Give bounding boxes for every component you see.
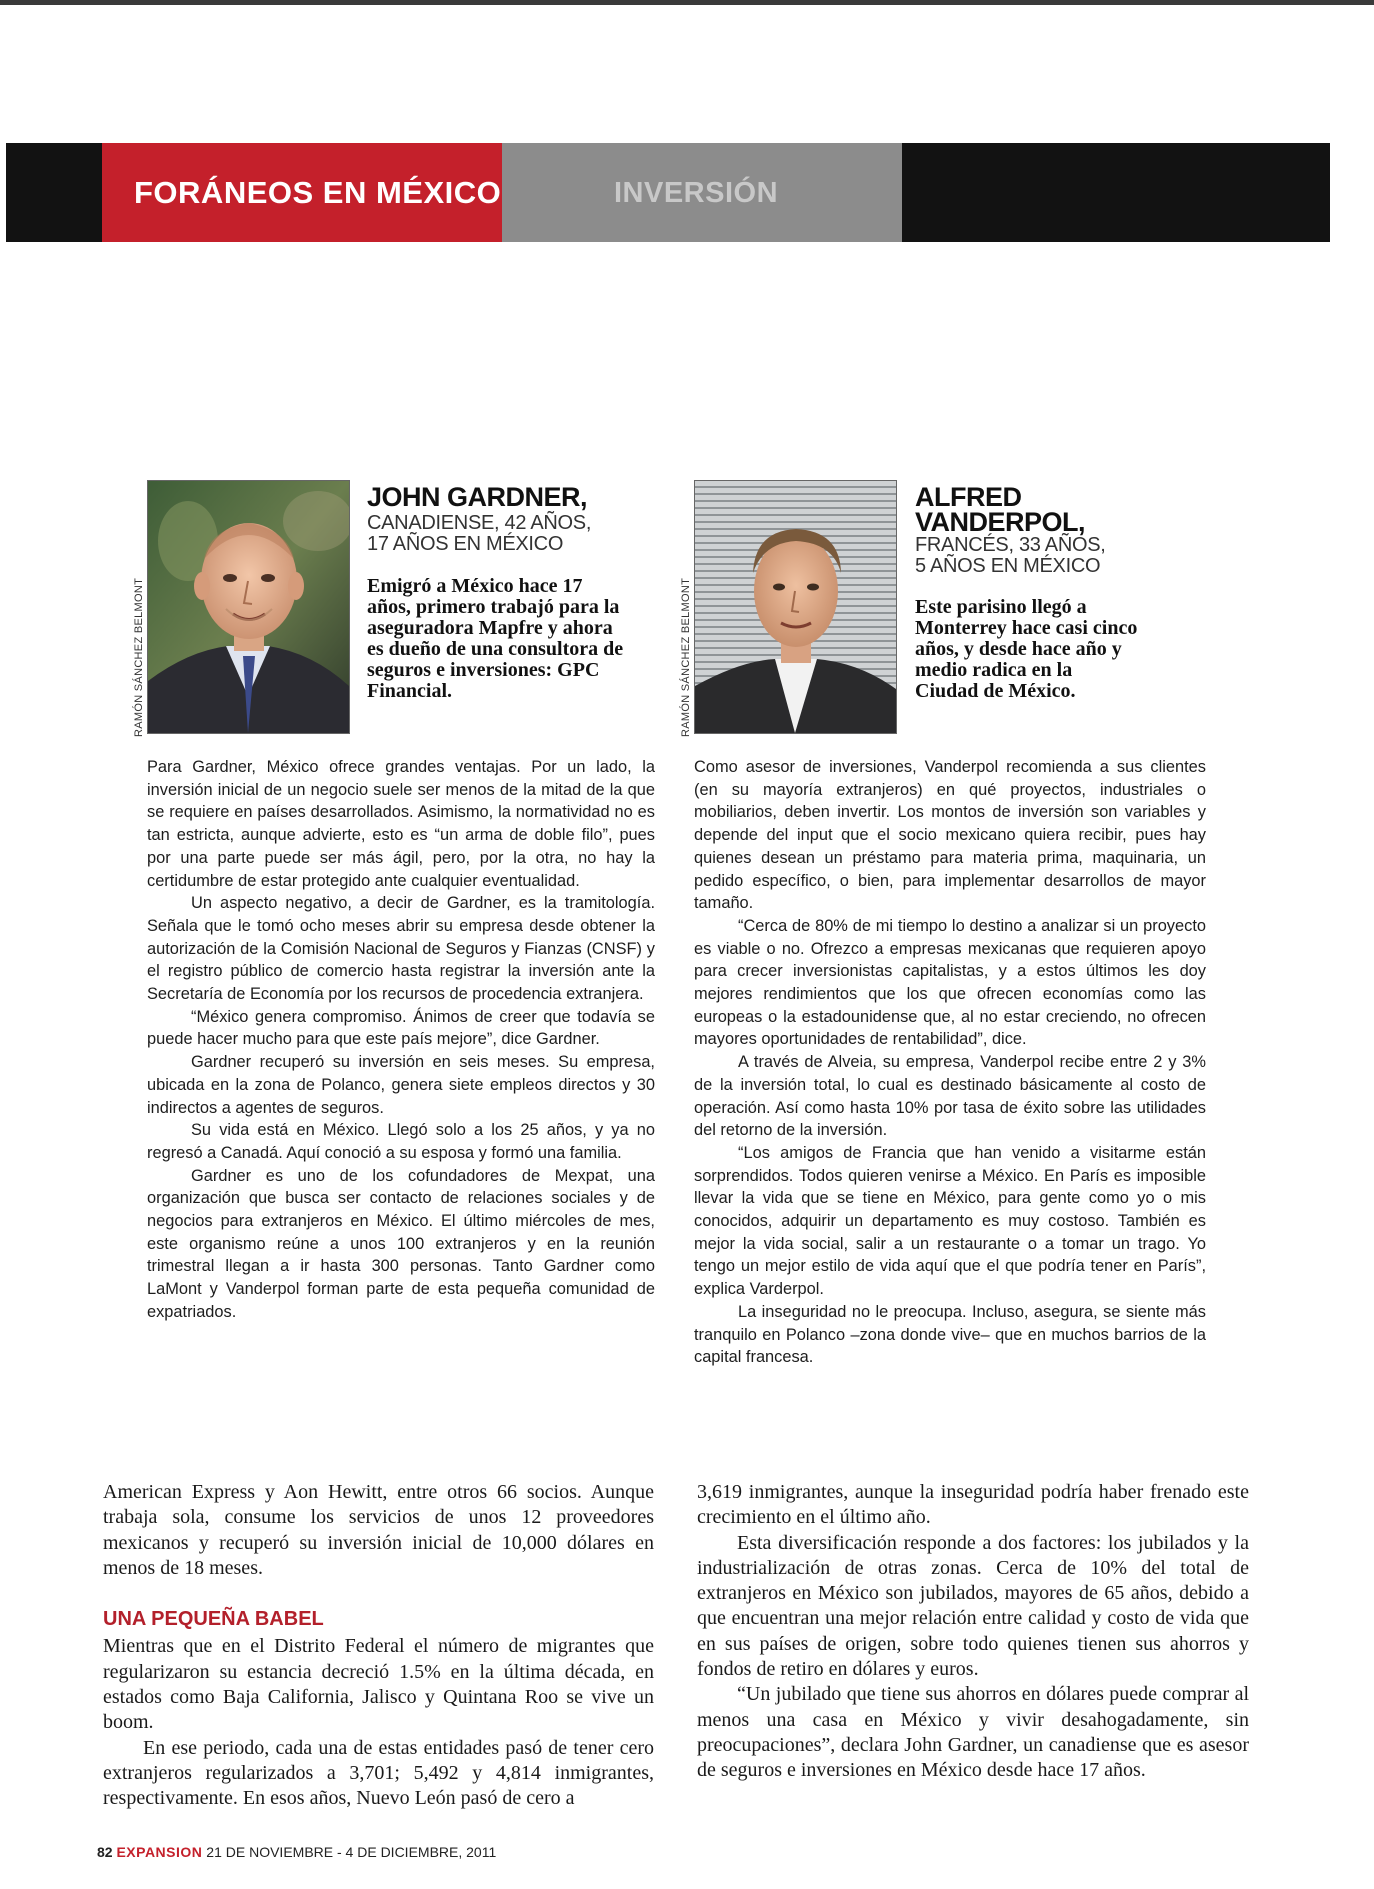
page-footer	[97, 1844, 496, 1860]
profile-description-vanderpol: Este parisino llegó a Monterrey hace casi cinco años, y desde hace año y medio radica en la Ciudad de México.	[915, 596, 1138, 702]
vanderpol-article-column	[694, 756, 1206, 1369]
gardner-paragraph: “México genera compromiso. Ánimos de creer que todavía se puede hacer mucho para que este país mejore”, dice Gardner.	[147, 1007, 655, 1049]
main-article-paragraph: “Un jubilado que tiene sus ahorros en dólares puede comprar al menos una casa en México y vivir desahogadamente, sin preocupaciones”, declara John Gardner, un canadiense que es asesor de seguros e inversiones en México desde hace 17 años.	[697, 1683, 1249, 1782]
main-article-left-column	[103, 1480, 654, 1812]
gardner-paragraph: Gardner es uno de los cofundadores de Mexpat, una organización que busca ser contacto de relaciones sociales y de negocios para extranjeros en México. El último miércoles de mes, este organismo reúne a unos 100 extranjeros y en la reunión trimestral llegan a ir hasta 300 personas. Tanto Gardner como LaMont y Vanderpol forman parte de esta pequeña comunidad de expatriados.	[147, 1166, 655, 1321]
section-banner	[6, 143, 1330, 242]
profile-meta-vanderpol-age: FRANCÉS, 33 AÑOS,	[915, 534, 1106, 556]
gardner-paragraph: Su vida está en México. Llegó solo a los 25 años, y ya no regresó a Canadá. Aquí conoció a su esposa y formó una familia.	[147, 1121, 655, 1162]
photo-credit-gardner: RAMÓN SÁNCHEZ BELMONT	[133, 577, 145, 737]
magazine-name: EXPANSION	[116, 1844, 203, 1860]
profile-name-gardner: JOHN GARDNER,	[367, 482, 588, 512]
vanderpol-paragraph: “Cerca de 80% de mi tiempo lo destino a analizar si un proyecto es viable o no. Ofrezco a empresas mexicanas que requieren apoyo para crecer inversionistas capitalistas, y a estos últimos les doy mejores rendimientos que los que ofrecen economías como las europeas o la estadounidense que, al no estar creciendo, no ofrecen mayores oportunidades de rentabilidad”, dice.	[694, 916, 1206, 1049]
main-article-paragraph: Esta diversificación responde a dos factores: los jubilados y la industrialización de otras zonas. Cerca de 10% del total de extranjeros en México son jubilados, mayores de 65 años, debido a que encuentran una mejor relación entre calidad y costo de vida que en sus países de origen, sobre todo quienes tienen sus ahorros y fondos de retiro en dólares y euros.	[697, 1531, 1249, 1681]
gardner-paragraph: Un aspecto negativo, a decir de Gardner, es la tramitología. Señala que le tomó ocho meses abrir su empresa desde obtener la autorización de la Comisión Nacional de Seguros y Fianzas (CNSF) y el registro público de comercio hasta registrar la inversión ante la Secretaría de Economía por los recursos de procedencia extranjera.	[147, 894, 655, 1004]
main-article-right-column	[697, 1480, 1249, 1784]
profile-meta-gardner-age: CANADIENSE, 42 AÑOS,	[367, 512, 592, 534]
portrait-john-gardner	[147, 480, 350, 734]
vanderpol-paragraph: Como asesor de inversiones, Vanderpol recomienda a sus clientes (en su mayoría extranjeros) en qué proyectos, industriales o mobiliarios, deben invertir. Los montos de inversión son variables y depende del input que el socio mexicano quiera recibir, pues hay quienes desean un préstamo para materia prima, maquinaria, un pedido específico, o bien, para implementar desarrollos de mayor tamaño.	[694, 758, 1206, 913]
profile-meta-gardner-years: 17 AÑOS EN MÉXICO	[367, 533, 564, 555]
page-top-rule	[0, 0, 1374, 5]
profile-name-vanderpol: ALFRED VANDERPOL,	[915, 482, 1086, 537]
gardner-paragraph: Gardner recuperó su inversión en seis meses. Su empresa, ubicada en la zona de Polanco, genera siete empleos directos y 30 indirectos a agentes de seguros.	[147, 1053, 655, 1117]
main-article-paragraph: Mientras que en el Distrito Federal el número de migrantes que regularizaron su estancia decreció 1.5% en la última década, en estados como Baja California, Jalisco y Quintana Roo se vive un boom.	[103, 1635, 654, 1734]
section-title: FORÁNEOS EN MÉXICO	[134, 175, 502, 210]
section-tab: INVERSIÓN	[614, 177, 779, 209]
portrait-alfred-vanderpol	[694, 480, 897, 734]
portrait-john-gardner-image	[148, 481, 349, 733]
main-article-paragraph: En ese periodo, cada una de estas entidades pasó de tener cero extranjeros regularizados a 3,701; 5,492 y 4,814 inmigrantes, respectivamente. En esos años, Nuevo León pasó de cero a	[103, 1736, 654, 1810]
portrait-alfred-vanderpol-image	[695, 481, 896, 733]
profile-description-gardner: Emigró a México hace 17 años, primero trabajó para la aseguradora Mapfre y ahora es dueño de una consultora de seguros e inversiones: GPC Financial.	[367, 575, 624, 702]
vanderpol-paragraph: La inseguridad no le preocupa. Incluso, asegura, se siente más tranquilo en Polanco –zona donde vive– que en muchos barrios de la capital francesa.	[694, 1302, 1206, 1367]
gardner-paragraph: Para Gardner, México ofrece grandes ventajas. Por un lado, la inversión inicial de un negocio suele ser menos de la mitad de la que se requiere en países desarrollados. Asimismo, la normatividad no es tan estricta, aunque advierte, esto es “un arma de doble filo”, pues por una parte puede ser más ágil, pero, por la otra, no hay la certidumbre de estar protegido ante cualquier eventualidad.	[147, 758, 655, 890]
main-article-paragraph: American Express y Aon Hewitt, entre otros 66 socios. Aunque trabaja sola, consume los servicios de unos 12 proveedores mexicanos y recuperó su inversión inicial de 10,000 dólares en menos de 18 meses.	[103, 1481, 654, 1579]
subheading-una-pequena-babel: UNA PEQUEÑA BABEL	[103, 1608, 324, 1631]
vanderpol-paragraph: “Los amigos de Francia que han venido a visitarme están sorprendidos. Todos quieren venirse a México. En París es imposible llevar la vida que se tiene en México, para gente como yo o mis conocidos, adquirir un departamento es muy costoso. También es mejor la vida social, salir a un restaurante o a tomar un trago. Yo tengo un mejor estilo de vida aquí que el que podría tener en París”, explica Varderpol.	[694, 1143, 1206, 1299]
profile-meta-vanderpol-years: 5 AÑOS EN MÉXICO	[915, 555, 1101, 577]
issue-date: 21 DE NOVIEMBRE - 4 DE DICIEMBRE, 2011	[206, 1844, 497, 1860]
page-number: 82	[97, 1844, 113, 1860]
photo-credit-vanderpol: RAMÓN SÁNCHEZ BELMONT	[680, 577, 692, 737]
gardner-article-column	[147, 756, 655, 1324]
vanderpol-paragraph: A través de Alveia, su empresa, Vanderpol recibe entre 2 y 3% de la inversión total, lo cual es destinado básicamente al costo de operación. Así como hasta 10% por tasa de éxito sobre las utilidades del retorno de la inversión.	[694, 1053, 1206, 1140]
main-article-paragraph: 3,619 inmigrantes, aunque la inseguridad podría haber frenado este crecimiento en el último año.	[697, 1481, 1249, 1529]
